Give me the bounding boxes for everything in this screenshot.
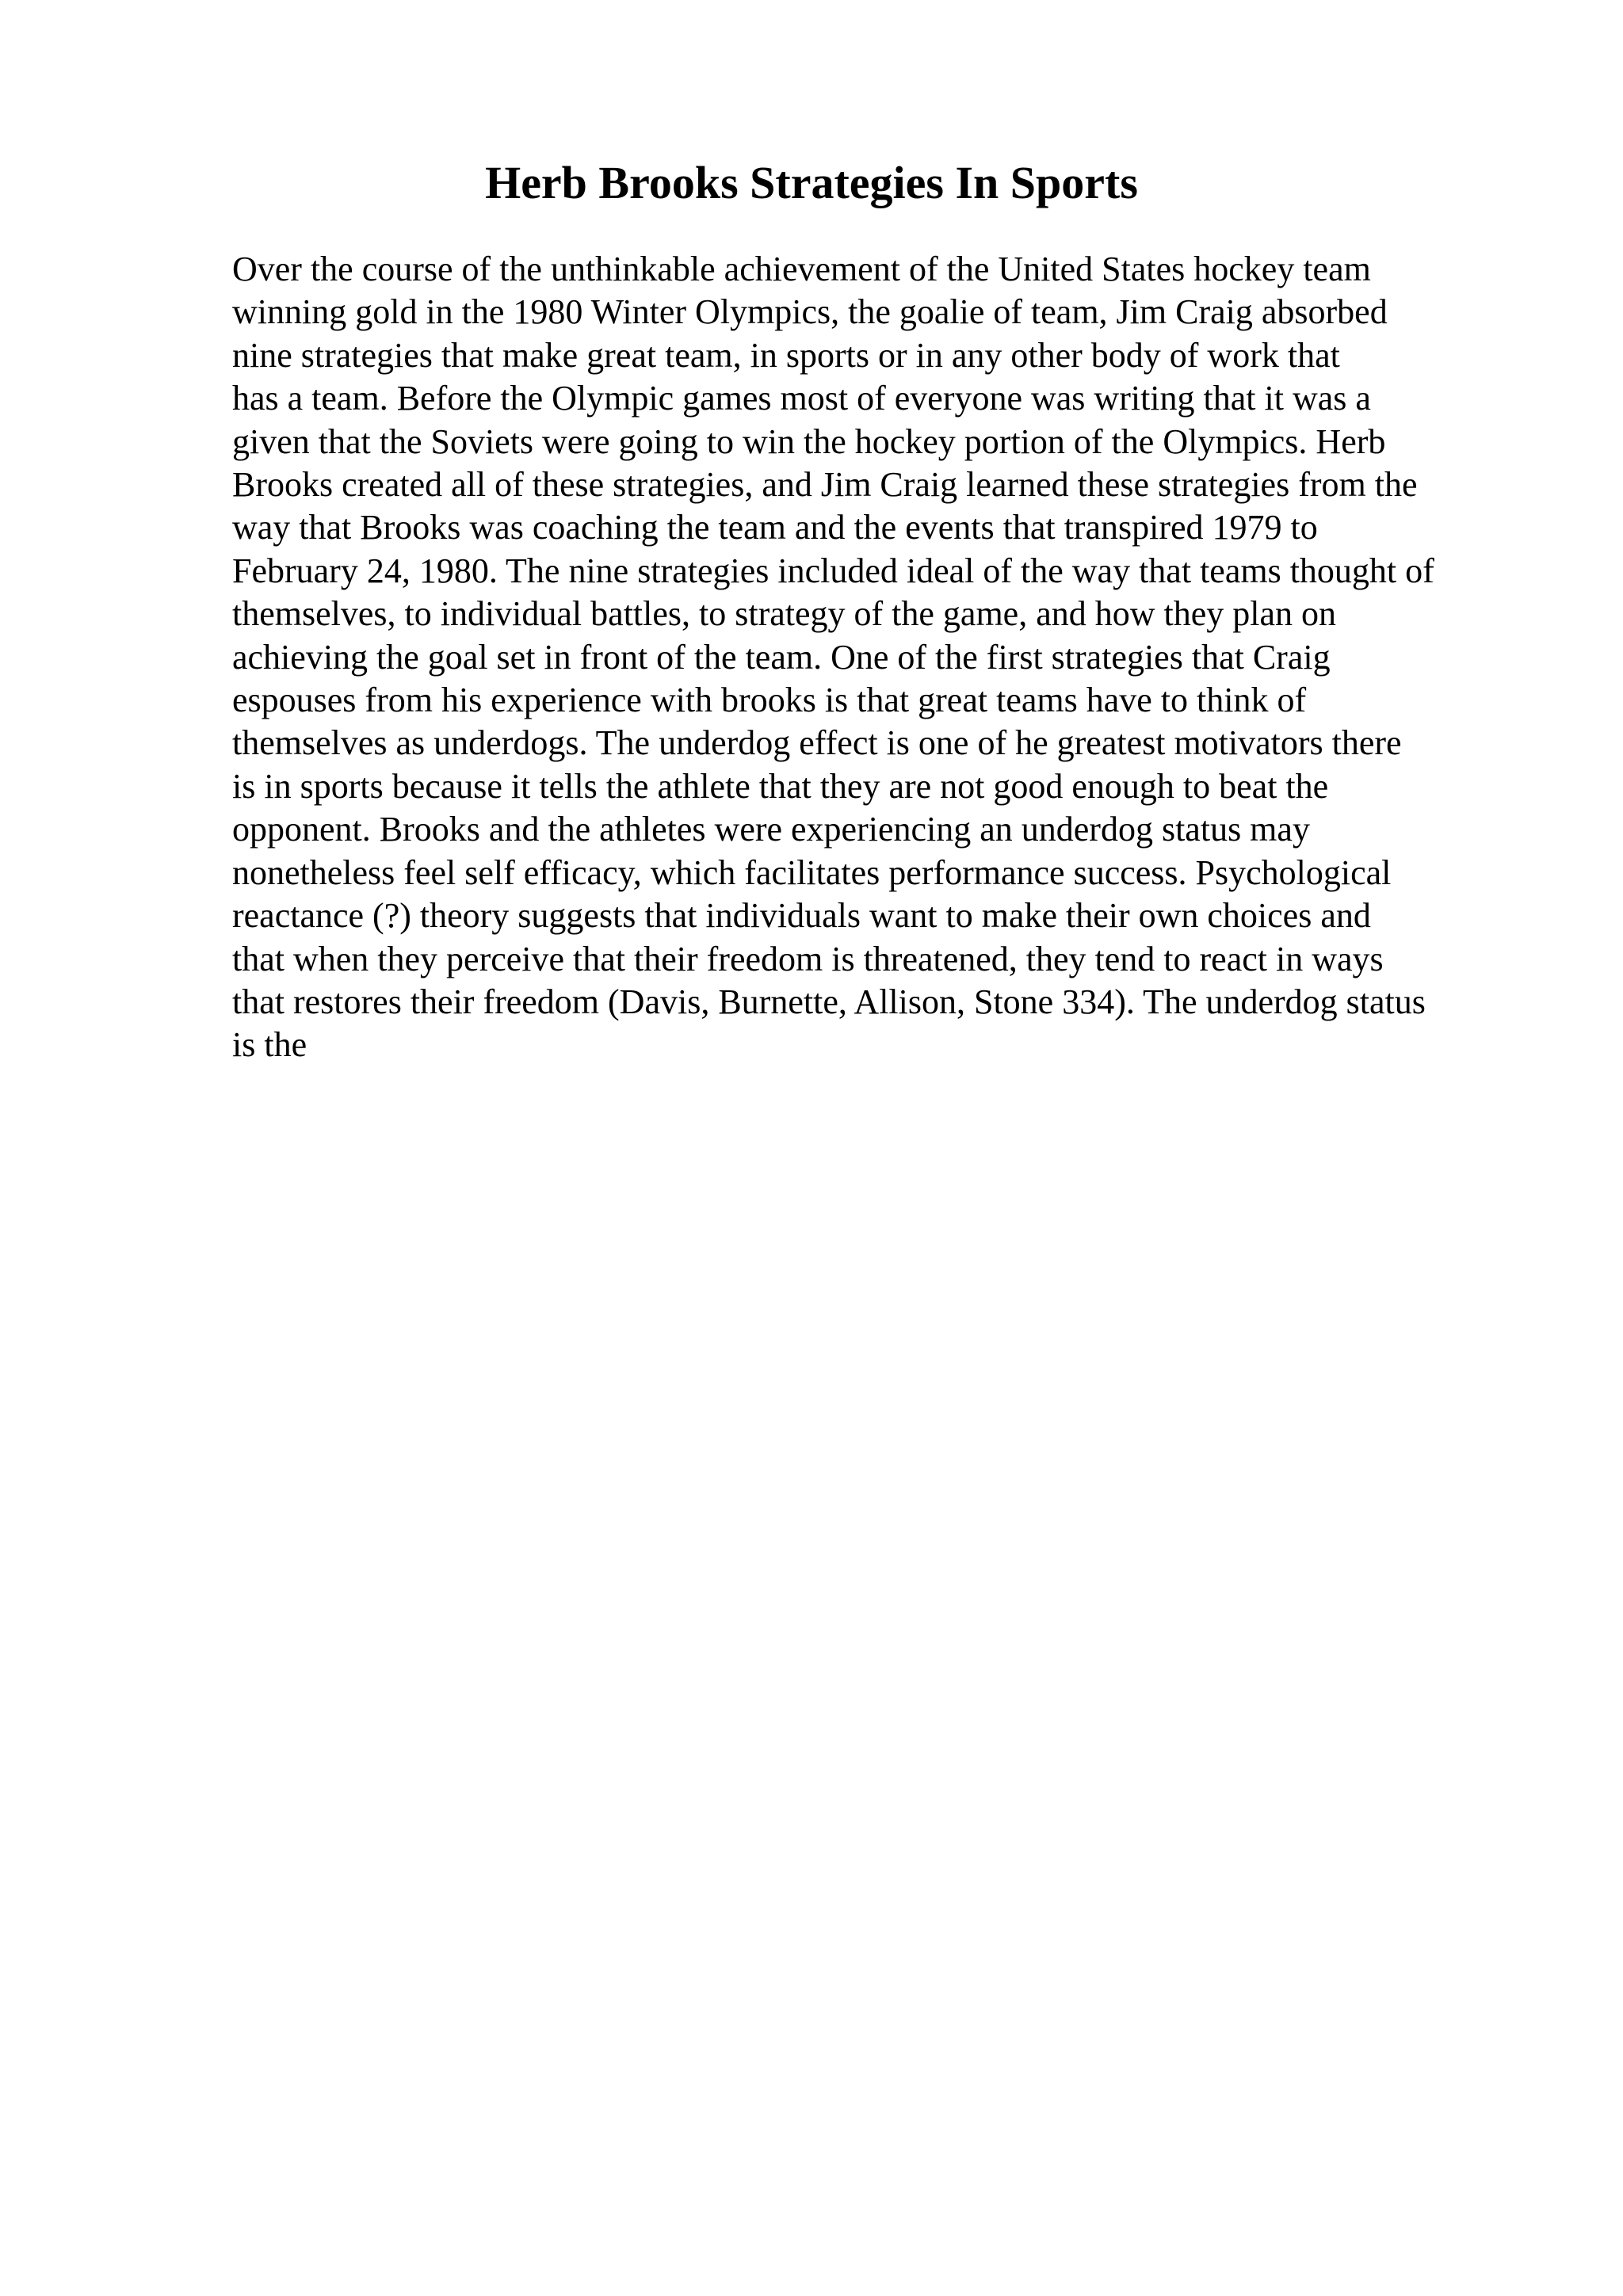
body-line: nine strategies that make great team, in sports or in any other body of work that bbox=[232, 335, 1340, 375]
body-line: achieving the goal set in front of the team. One of the first strategies that Craig bbox=[232, 637, 1331, 677]
body-line: is in sports because it tells the athlete that they are not good enough to beat the bbox=[232, 766, 1329, 806]
body-line: Over the course of the unthinkable achievement of the United States hockey team bbox=[232, 250, 1371, 288]
body-line: way that Brooks was coaching the team and the events that transpired 1979 to bbox=[232, 508, 1318, 547]
body-line: nonetheless feel self efficacy, which facilitates performance success. Psychological bbox=[232, 852, 1392, 892]
body-line: reactance (?) theory suggests that individuals want to make their own choices and bbox=[232, 896, 1371, 936]
document-title: Herb Brooks Strategies In Sports bbox=[485, 157, 1138, 208]
body-line: is the bbox=[232, 1025, 307, 1065]
body-line: given that the Soviets were going to win the hockey portion of the Olympics. Herb bbox=[232, 421, 1386, 461]
body-line: winning gold in the 1980 Winter Olympics, the goalie of team, Jim Craig absorbed bbox=[232, 292, 1388, 332]
body-line: themselves as underdogs. The underdog effect is one of he greatest motivators there bbox=[232, 723, 1402, 763]
document-body bbox=[232, 248, 1532, 1067]
body-line: espouses from his experience with brooks is that great teams have to think of bbox=[232, 681, 1307, 720]
body-line: has a team. Before the Olympic games most of everyone was writing that it was a bbox=[232, 379, 1371, 418]
body-line: themselves, to individual battles, to strategy of the game, and how they plan on bbox=[232, 594, 1337, 634]
body-line: February 24, 1980. The nine strategies included ideal of the way that teams thought of bbox=[232, 551, 1434, 590]
body-line: that restores their freedom (Davis, Burnette, Allison, Stone 334). The underdog status bbox=[232, 982, 1426, 1021]
body-line: that when they perceive that their freedom is threatened, they tend to react in ways bbox=[232, 939, 1384, 978]
body-line: opponent. Brooks and the athletes were experiencing an underdog status may bbox=[232, 810, 1310, 849]
body-line: Brooks created all of these strategies, and Jim Craig learned these strategies from the bbox=[232, 465, 1418, 505]
